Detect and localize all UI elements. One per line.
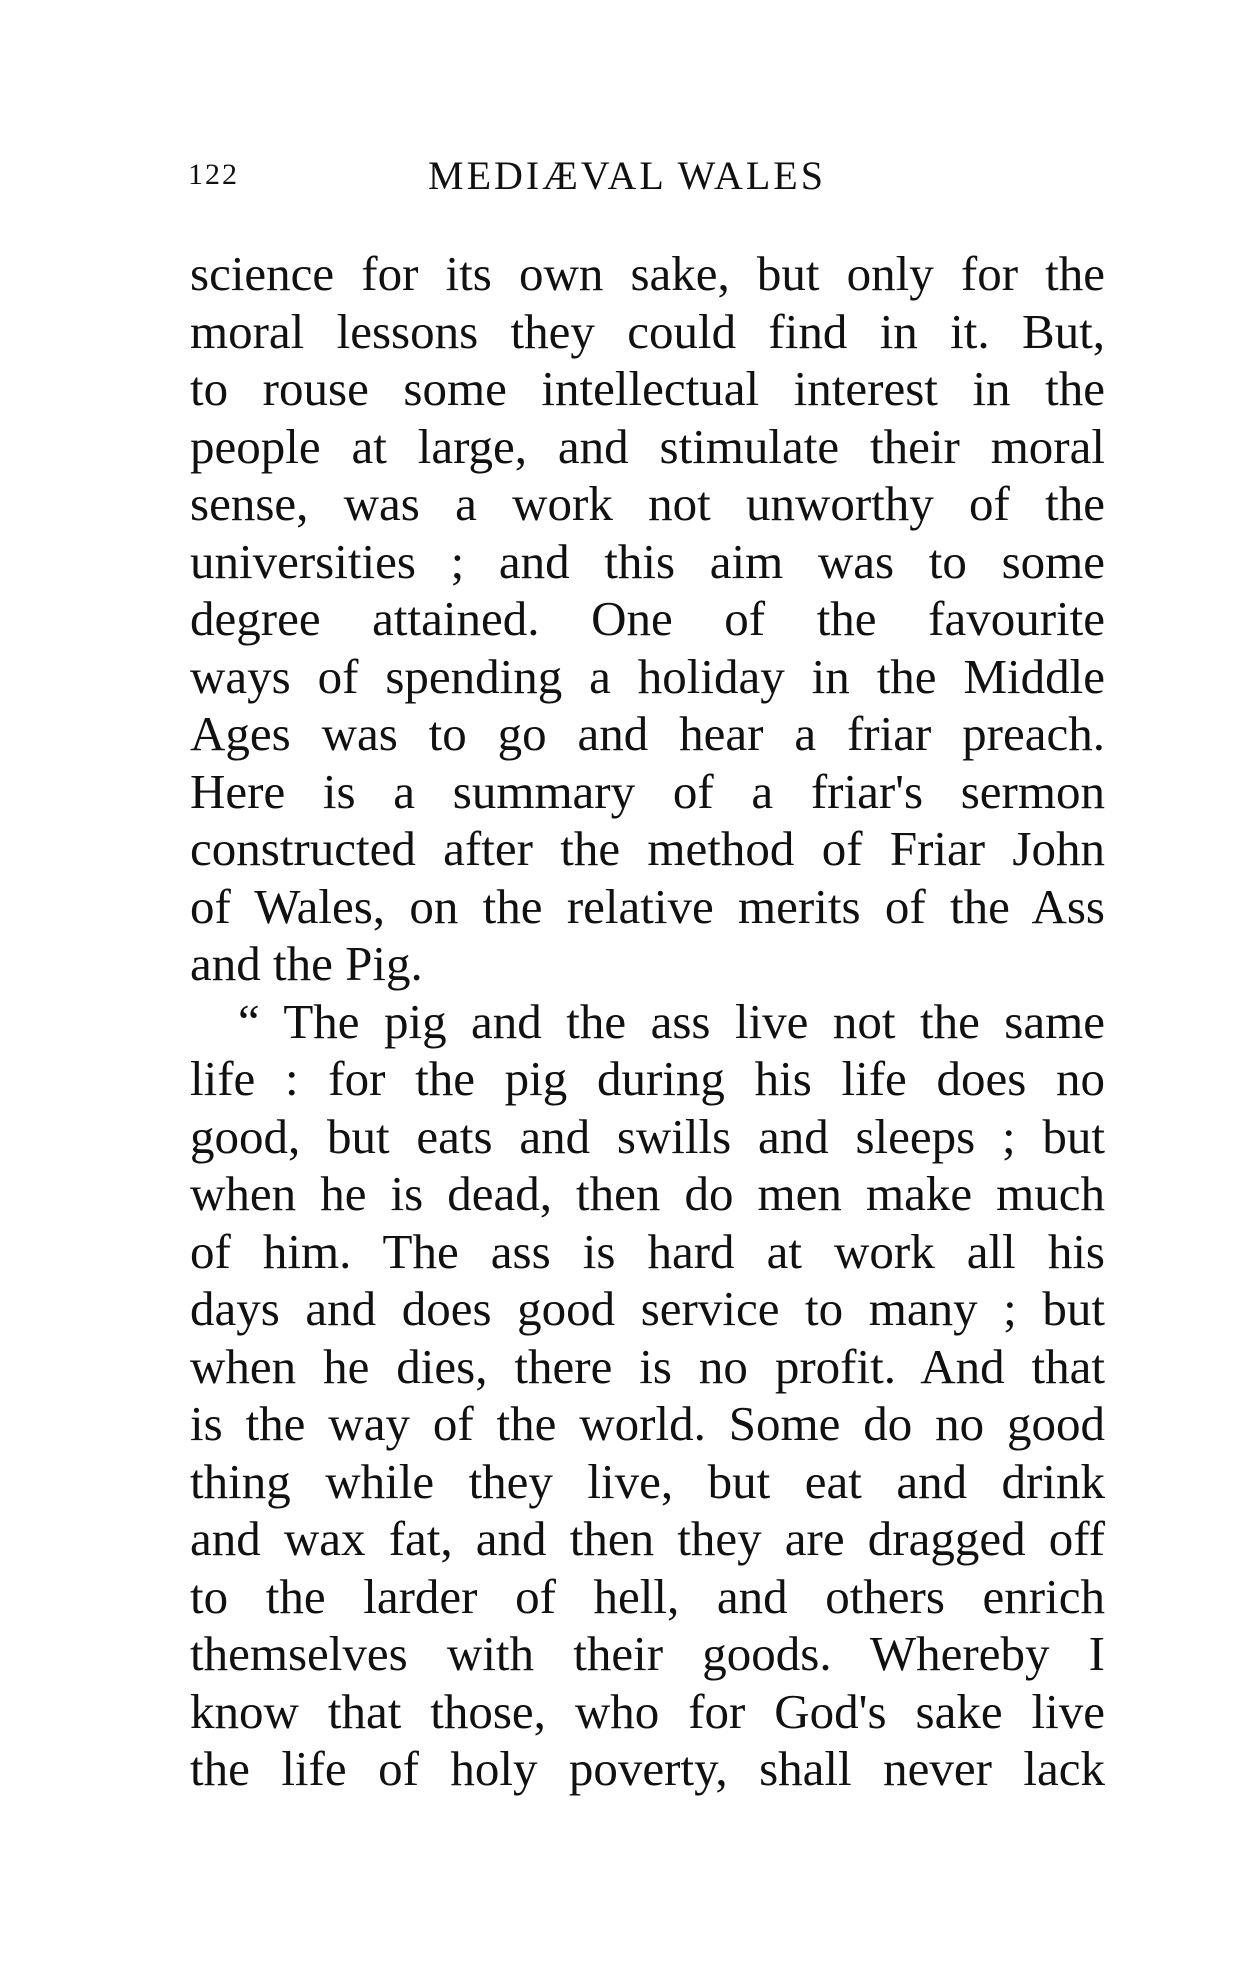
text-line: is the way of the world. Some do no good — [190, 1396, 1105, 1451]
text-line: when he dies, there is no profit. And that — [190, 1338, 1105, 1394]
text-line: people at large, and stimulate their moral — [190, 418, 1105, 474]
text-line: life : for the pig during his life does no — [190, 1051, 1105, 1106]
text-line: Ages was to go and hear a friar preach. — [190, 706, 1105, 761]
text-line: themselves with their goods. Whereby I — [190, 1626, 1105, 1681]
page-header — [188, 153, 1108, 218]
text-line: ways of spending a holiday in the Middle — [190, 648, 1105, 704]
body-text — [190, 245, 1105, 1798]
text-line: to rouse some intellectual interest in the — [190, 361, 1105, 416]
paragraph-end-line: and the Pig. — [190, 936, 423, 991]
text-line: the life of holy poverty, shall never lack — [190, 1741, 1105, 1796]
text-line: universities ; and this aim was to some — [190, 533, 1105, 589]
text-line: of him. The ass is hard at work all his — [190, 1223, 1105, 1279]
text-line: science for its own sake, but only for the — [190, 246, 1105, 301]
text-line: to the larder of hell, and others enrich — [190, 1568, 1105, 1624]
text-line: sense, was a work not unworthy of the — [190, 476, 1105, 531]
text-line: know that those, who for God's sake live — [190, 1683, 1105, 1739]
text-line: Here is a summary of a friar's sermon — [190, 763, 1105, 819]
quote-start-line: “ The pig and the ass live not the same — [238, 993, 1105, 1049]
text-line: when he is dead, then do men make much — [190, 1166, 1105, 1221]
text-line: thing while they live, but eat and drink — [190, 1453, 1105, 1509]
text-line: degree attained. One of the favourite — [190, 591, 1105, 646]
text-line: of Wales, on the relative merits of the Ass — [190, 878, 1105, 934]
text-line: moral lessons they could find in it. But, — [190, 303, 1105, 359]
text-line: constructed after the method of Friar John — [190, 821, 1105, 876]
running-title: MEDIÆVAL WALES — [428, 153, 826, 198]
text-line: days and does good service to many ; but — [190, 1281, 1105, 1336]
text-line: and wax fat, and then they are dragged off — [190, 1511, 1105, 1566]
page-number: 122 — [188, 158, 239, 191]
text-line: good, but eats and swills and sleeps ; but — [190, 1108, 1105, 1164]
